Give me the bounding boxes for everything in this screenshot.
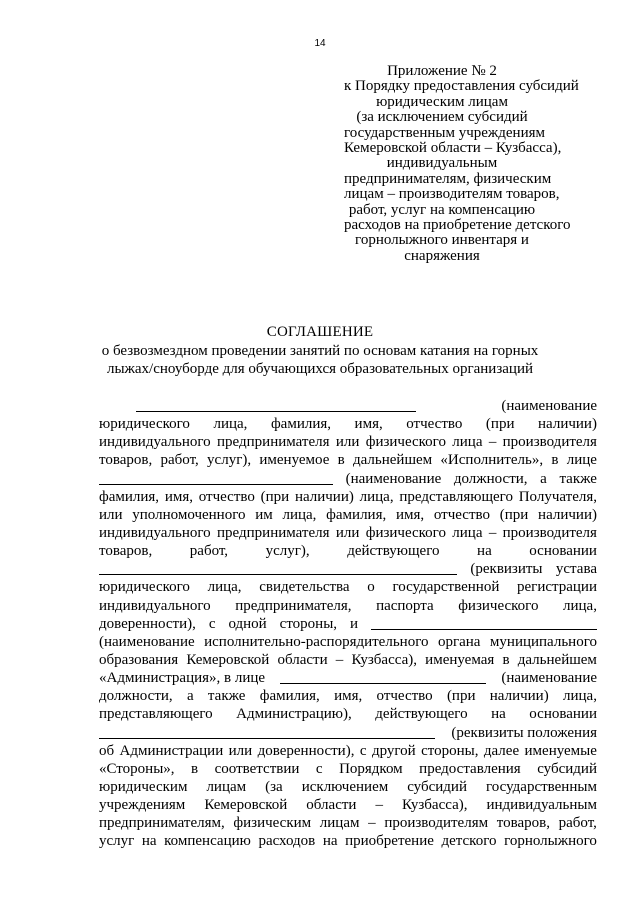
word: с: [359, 742, 367, 759]
word: расходов: [258, 833, 316, 850]
appendix-line: индивидуальным: [386, 155, 498, 172]
word: (при: [260, 488, 290, 505]
word: лица: [452, 524, 483, 541]
word: имя,: [354, 416, 383, 433]
word: стороны,: [421, 742, 479, 759]
word: горнолыжного: [504, 833, 597, 850]
word: представляющего: [399, 488, 513, 505]
appendix-line: предпринимателям, физическим: [344, 170, 552, 187]
word: в: [502, 651, 510, 668]
word: в: [191, 760, 199, 777]
word: лица,: [563, 688, 597, 705]
body-line: [99, 742, 597, 760]
word: на: [491, 706, 506, 723]
word: с: [315, 760, 323, 777]
word: «Стороны»,: [99, 760, 175, 777]
body-line: [99, 778, 597, 796]
appendix-line: снаряжения: [404, 247, 480, 264]
word: отчество: [406, 416, 463, 433]
appendix-line: работ, услуг на компенсацию: [348, 201, 536, 218]
appendix-line: (за исключением субсидий: [356, 109, 528, 126]
word: товаров,: [99, 543, 153, 560]
word: о: [367, 579, 375, 596]
appendix-line: Приложение № 2: [387, 63, 497, 79]
body-line: [99, 578, 597, 596]
word: товаров,: [496, 815, 550, 832]
document-subtitle: [80, 343, 560, 378]
word: юридическим: [99, 778, 188, 795]
word: одной: [228, 615, 267, 632]
body-line: [99, 415, 597, 433]
word: государственным: [485, 778, 597, 795]
word: отчество: [376, 688, 433, 705]
body-line: [99, 832, 597, 850]
word: а: [186, 688, 194, 705]
word: доверенности),: [257, 742, 355, 759]
appendix-line: расходов на приобретение детского: [344, 217, 571, 234]
subtitle-line: лыжах/сноуборде для обучающихся образовательных организаций: [106, 360, 534, 377]
word: в: [551, 452, 559, 469]
word: физического: [365, 434, 446, 451]
word: предпринимателя: [217, 524, 330, 541]
body-line: [99, 560, 597, 578]
body-line: [99, 524, 597, 542]
word: действующего: [375, 706, 468, 723]
word: лица,: [207, 579, 242, 596]
body-line: [99, 451, 597, 469]
text-fragment: (наименование: [501, 670, 597, 687]
word: лица,: [213, 416, 248, 433]
word: лицам: [319, 815, 360, 832]
word: также: [207, 688, 246, 705]
word: соответствии: [214, 760, 300, 777]
word: физического: [365, 524, 446, 541]
appendix-line: государственным учреждениям: [344, 124, 545, 141]
body-line: [99, 796, 597, 814]
word: (за: [265, 778, 283, 795]
word: дальнейшем: [352, 452, 433, 469]
word: или: [228, 742, 253, 759]
word: –: [368, 815, 376, 832]
word: работ,: [189, 543, 229, 560]
word: им: [255, 506, 273, 523]
word: юридического: [99, 416, 190, 433]
word: отчество: [198, 488, 255, 505]
word: предпринимателя: [217, 434, 330, 451]
blank-field: [99, 561, 457, 575]
word: основании: [529, 543, 597, 560]
word: (реквизиты: [470, 561, 543, 578]
word: –: [488, 434, 497, 451]
word: (при: [446, 688, 476, 705]
word: –: [488, 524, 497, 541]
body-line: [99, 705, 597, 723]
word: индивидуального: [99, 524, 211, 541]
appendix-header: [344, 63, 579, 264]
body-line: [99, 506, 597, 524]
word: Кемеровской: [204, 797, 288, 814]
word: физического: [458, 597, 539, 614]
word: физическим: [233, 815, 312, 832]
word: регистрации: [517, 579, 597, 596]
word: области: [306, 797, 357, 814]
blank-field: [99, 725, 435, 739]
word: или: [99, 506, 123, 523]
text-fragment: «Администрация», в лице: [99, 670, 266, 687]
word: устава: [555, 561, 597, 578]
word: компенсацию: [164, 833, 251, 850]
word: также: [559, 470, 597, 487]
word: с: [208, 615, 216, 632]
word: предпринимателям,: [99, 815, 225, 832]
word: именуемое: [259, 452, 330, 469]
word: Порядком: [339, 760, 403, 777]
word: производителям: [384, 815, 489, 832]
word: и: [349, 615, 359, 632]
word: (наименование: [345, 470, 442, 487]
word: приобретение: [345, 833, 434, 850]
word: (наименование: [99, 633, 195, 650]
word: предоставления: [419, 760, 521, 777]
word: муниципального: [489, 633, 597, 650]
word: (при: [499, 506, 529, 523]
word: –: [335, 651, 344, 668]
word: детского: [441, 833, 497, 850]
word: лице: [566, 452, 597, 469]
word: именуемые: [524, 742, 597, 759]
word: должности,: [453, 470, 528, 487]
word: –: [375, 797, 383, 814]
word: свидетельства: [259, 579, 350, 596]
word: наличии): [538, 506, 597, 523]
word: наличии): [489, 688, 549, 705]
word: индивидуального: [99, 434, 211, 451]
word: фамилия,: [270, 416, 332, 433]
word: об: [99, 742, 115, 759]
word: индивидуального: [99, 597, 211, 614]
blank-field: [371, 616, 597, 630]
text-fragment: (реквизиты положения: [451, 724, 597, 741]
appendix-line: Кемеровской области – Кузбасса),: [344, 140, 562, 157]
word: области: [277, 651, 328, 668]
appendix-line: юридическим лицам: [376, 93, 508, 110]
word: Администрацию),: [236, 706, 352, 723]
body-line: [99, 597, 597, 615]
word: субсидий: [537, 760, 597, 777]
word: услуг),: [265, 543, 310, 560]
body-line: [99, 633, 597, 651]
word: индивидуальным: [486, 797, 597, 814]
body-line: [99, 669, 597, 687]
word: учреждениям: [99, 797, 186, 814]
word: производителя: [502, 524, 597, 541]
word: а: [540, 470, 547, 487]
word: фамилия,: [326, 506, 387, 523]
word: лица,: [282, 506, 317, 523]
appendix-line: к Порядку предоставления субсидий: [344, 78, 579, 95]
body-line: [99, 488, 597, 506]
document-title: СОГЛАШЕНИЕ: [266, 324, 374, 340]
word: действующего: [347, 543, 440, 560]
word: работ,: [160, 452, 199, 469]
body-line: [99, 760, 597, 778]
agreement-body: [99, 397, 597, 851]
word: услуг),: [207, 452, 252, 469]
word: на: [322, 833, 338, 850]
word: Получателя,: [518, 488, 597, 505]
word: наличии): [538, 416, 597, 433]
word: исполнительно-распорядительного: [204, 633, 429, 650]
blank-field: [280, 670, 486, 684]
word: Кузбасса),: [401, 797, 468, 814]
body-line: [99, 542, 597, 560]
blank-field: [136, 398, 416, 412]
blank-field: [99, 471, 333, 485]
word: фамилия,: [259, 688, 320, 705]
word: основании: [529, 706, 597, 723]
body-line: [99, 615, 597, 633]
word: юридического: [99, 579, 190, 596]
word: или: [335, 434, 360, 451]
word: или: [335, 524, 360, 541]
word: лица,: [563, 597, 597, 614]
text-fragment: (наименование: [501, 398, 597, 414]
word: производителя: [502, 434, 597, 451]
word: паспорта: [376, 597, 434, 614]
body-line: [99, 470, 597, 488]
word: стороны,: [279, 615, 338, 632]
word: имя,: [164, 488, 193, 505]
word: образования: [99, 651, 179, 668]
word: доверенности),: [99, 615, 196, 632]
word: представляющего: [99, 706, 213, 723]
word: предпринимателя,: [235, 597, 352, 614]
body-line: [99, 433, 597, 451]
word: на: [477, 543, 492, 560]
page-number: 14: [314, 38, 326, 49]
word: уполномоченного: [132, 506, 246, 523]
word: (при: [485, 416, 515, 433]
word: лица,: [359, 488, 394, 505]
word: «Исполнитель»,: [440, 452, 544, 469]
body-line: [99, 651, 597, 669]
word: дальнейшем: [517, 651, 597, 668]
word: Кузбасса),: [351, 651, 417, 668]
word: лицам: [206, 778, 247, 795]
appendix-line: горнолыжного инвентаря и: [355, 232, 529, 249]
word: в: [337, 452, 345, 469]
word: имя,: [395, 506, 425, 523]
word: отчество: [433, 506, 491, 523]
word: государственной: [392, 579, 500, 596]
body-line: [99, 814, 597, 832]
appendix-line: лицам – производителям товаров,: [344, 186, 560, 203]
word: Администрации: [119, 742, 224, 759]
word: далее: [483, 742, 520, 759]
subtitle-line: о безвозмездном проведении занятий по основам катания на горных: [101, 343, 539, 359]
word: Кемеровской: [186, 651, 270, 668]
word: должности,: [99, 688, 173, 705]
body-line: [99, 397, 597, 415]
word: услуг: [99, 833, 135, 850]
word: имя,: [334, 688, 363, 705]
word: наличии): [294, 488, 354, 505]
word: работ,: [558, 815, 597, 832]
word: субсидий: [407, 778, 467, 795]
body-line: [99, 724, 597, 742]
word: фамилия,: [99, 488, 160, 505]
word: органа: [437, 633, 481, 650]
word: другой: [371, 742, 416, 759]
word: на: [141, 833, 157, 850]
word: лица: [452, 434, 483, 451]
word: именуемая: [425, 651, 495, 668]
word: исключением: [301, 778, 389, 795]
word: товаров,: [99, 452, 153, 469]
body-line: [99, 687, 597, 705]
